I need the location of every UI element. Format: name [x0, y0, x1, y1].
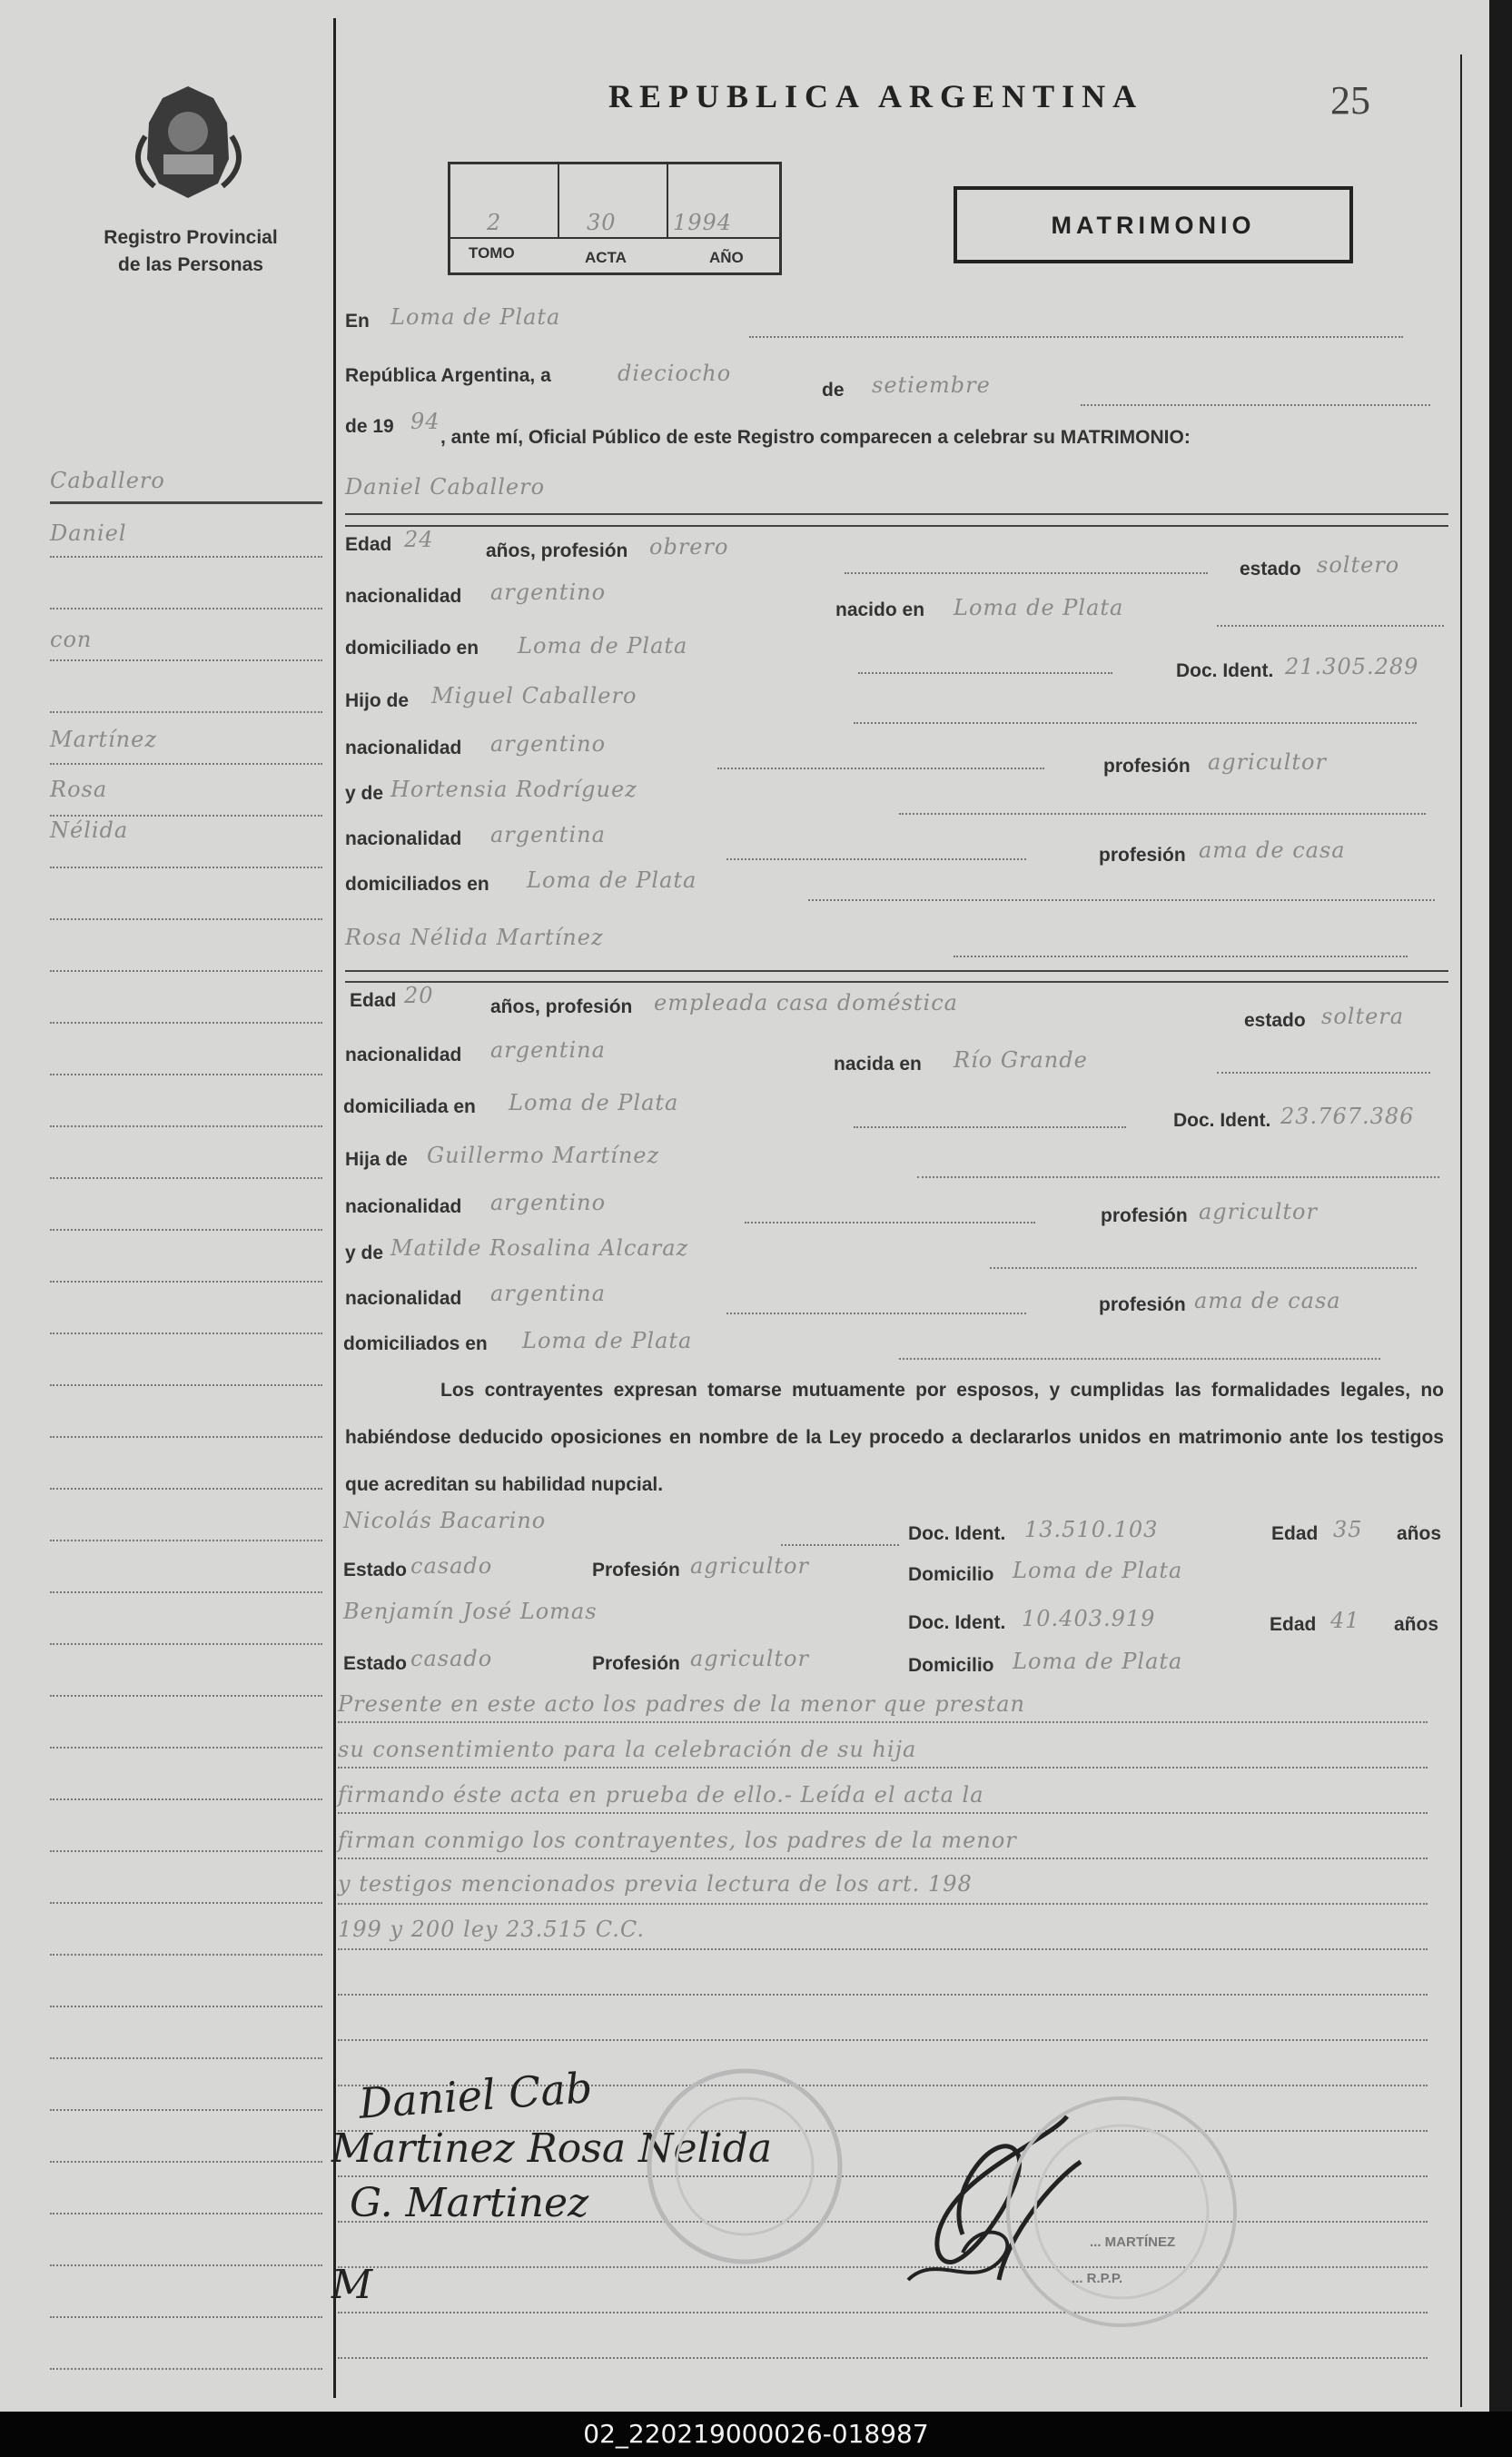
- margin-dotted-line: [50, 711, 322, 713]
- witness-1-doc-label: Doc. Ident.: [908, 1523, 1006, 1544]
- margin-dotted-line: [50, 1281, 322, 1283]
- anio-label: AÑO: [709, 249, 744, 266]
- witness-2-name: Benjamín José Lomas: [343, 1599, 598, 1624]
- bride-profession: empleada casa doméstica: [654, 990, 958, 1015]
- place-value: Loma de Plata: [390, 304, 561, 330]
- issuer-name-line2: de las Personas: [118, 254, 263, 275]
- signature-bride: Martinez Rosa Nelida: [331, 2125, 773, 2172]
- witness-2-address: Loma de Plata: [1013, 1649, 1183, 1674]
- margin-dotted-line: [50, 2161, 322, 2163]
- year-digits: 94: [410, 409, 440, 434]
- observation-line-6: 199 y 200 ley 23.515 C.C.: [338, 1917, 646, 1942]
- bride-mother-prof-label: profesión: [1099, 1294, 1186, 1315]
- intro-sentence: , ante mí, Oficial Público de este Registro comparecen a celebrar su MATRIMONIO:: [440, 427, 1191, 448]
- margin-dotted-line: [50, 1643, 322, 1645]
- bride-mother: Matilde Rosalina Alcaraz: [390, 1235, 689, 1261]
- groom-nacido-en-label: nacido en: [835, 599, 925, 620]
- bride-father: Guillermo Martínez: [427, 1143, 660, 1168]
- bride-mother-nationality: argentina: [490, 1281, 606, 1306]
- bride-father-profession: agricultor: [1199, 1199, 1318, 1224]
- acta-value: 30: [587, 210, 617, 235]
- bride-father-nationality: argentino: [490, 1190, 607, 1215]
- signature-witness: G. Martinez: [350, 2180, 589, 2226]
- margin-note-2: Daniel: [50, 520, 127, 546]
- bride-father-nat-label: nacionalidad: [345, 1196, 462, 1217]
- witness-2-doc-label: Doc. Ident.: [908, 1612, 1006, 1633]
- margin-dotted-line: [50, 1384, 322, 1386]
- groom-edad-label: Edad: [345, 534, 392, 555]
- year-label: de 19: [345, 416, 394, 437]
- body-dotted-line: [338, 1721, 1428, 1723]
- witness-2-doc: 10.403.919: [1022, 1606, 1156, 1631]
- observation-line-5: y testigos mencionados previa lectura de los art. 198: [338, 1871, 973, 1897]
- margin-dotted-line: [50, 1022, 322, 1024]
- margin-dotted-line: [50, 1229, 322, 1231]
- groom-status: soltero: [1317, 552, 1400, 578]
- margin-dotted-line: [50, 970, 322, 972]
- month-value: setiembre: [872, 372, 991, 398]
- witness-1-profession: agricultor: [690, 1553, 809, 1579]
- signature-initial: M: [331, 2262, 373, 2308]
- anio-value: 1994: [673, 210, 733, 235]
- record-type-box: [954, 186, 1353, 263]
- stamp-line-2: ... R.P.P.: [1072, 2271, 1123, 2286]
- margin-dotted-line: [50, 815, 322, 817]
- bride-domiciliada-label: domiciliada en: [343, 1096, 476, 1117]
- margin-dotted-line: [50, 1902, 322, 1904]
- bride-doc: 23.767.386: [1280, 1104, 1415, 1129]
- body-dotted-line: [338, 1858, 1428, 1859]
- body-dotted-line: [338, 1812, 1428, 1814]
- signature-groom: Daniel Cab: [357, 2063, 594, 2128]
- groom-father-nationality: argentino: [490, 731, 607, 757]
- witness-1-name: Nicolás Bacarino: [343, 1508, 547, 1533]
- observation-line-2: su consentimiento para la celebración de su hija: [338, 1737, 917, 1762]
- bride-address: Loma de Plata: [509, 1090, 679, 1115]
- margin-dotted-line: [50, 2316, 322, 2318]
- bride-y-de-label: y de: [345, 1243, 384, 1263]
- witness-2-age: 41: [1330, 1608, 1360, 1633]
- margin-dotted-line: [50, 2368, 322, 2370]
- groom-parents-address: Loma de Plata: [527, 867, 697, 893]
- margin-dotted-line: [50, 556, 322, 558]
- witness-1-edad-label: Edad: [1271, 1523, 1319, 1544]
- bride-hija-de-label: Hija de: [345, 1149, 408, 1170]
- groom-mother-nationality: argentina: [490, 822, 606, 847]
- groom-doc: 21.305.289: [1285, 654, 1419, 679]
- margin-dotted-line: [50, 1074, 322, 1075]
- margin-rule: [333, 18, 336, 2398]
- registry-seal: [990, 2080, 1253, 2343]
- groom-father: Miguel Caballero: [431, 683, 637, 708]
- bride-doc-label: Doc. Ident.: [1173, 1110, 1271, 1131]
- margin-dotted-line: [50, 2213, 322, 2214]
- witness-2-domicilio-label: Domicilio: [908, 1655, 994, 1676]
- record-type-label: MATRIMONIO: [1051, 212, 1256, 239]
- bride-nacida-en-label: nacida en: [834, 1054, 922, 1075]
- acta-label: ACTA: [585, 249, 627, 266]
- margin-dotted-line: [50, 659, 322, 661]
- tomo-label: TOMO: [469, 244, 515, 262]
- stamp-line-1: ... MARTÍNEZ: [1090, 2234, 1176, 2250]
- bride-edad-label: Edad: [350, 990, 397, 1011]
- day-value: dieciocho: [618, 361, 732, 386]
- witness-2-anos-label: años: [1394, 1614, 1439, 1635]
- groom-domiciliado-label: domiciliado en: [345, 638, 479, 659]
- margin-note-6: Nélida: [50, 817, 129, 843]
- bride-nacionalidad-label: nacionalidad: [345, 1045, 462, 1065]
- official-seal: [640, 2062, 849, 2271]
- groom-domiciliados-label: domiciliados en: [345, 874, 489, 895]
- groom-age: 24: [404, 527, 434, 552]
- witness-1-anos-label: años: [1397, 1523, 1442, 1544]
- de-label: de: [822, 380, 845, 401]
- groom-anos-profesion-label: años, profesión: [486, 540, 628, 561]
- margin-note-3: con: [50, 627, 93, 652]
- bride-status: soltera: [1321, 1004, 1405, 1029]
- groom-hijo-de-label: Hijo de: [345, 690, 410, 711]
- en-label: En: [345, 311, 370, 332]
- body-dotted-line: [338, 1994, 1428, 1996]
- bride-parents-address: Loma de Plata: [522, 1328, 693, 1353]
- issuer-name-line1: Registro Provincial: [104, 227, 278, 248]
- margin-dotted-line: [50, 763, 322, 765]
- margin-dotted-line: [50, 1591, 322, 1593]
- body-dotted-line: [338, 2039, 1428, 2041]
- body-dotted-line: [338, 2357, 1428, 2359]
- margin-dotted-line: [50, 918, 322, 920]
- margin-dotted-line: [50, 608, 322, 609]
- bride-mother-nat-label: nacionalidad: [345, 1288, 462, 1309]
- bride-estado-label: estado: [1244, 1010, 1306, 1031]
- bride-nationality: argentina: [490, 1037, 606, 1063]
- witness-2-estado-label: Estado: [343, 1653, 408, 1674]
- groom-mother-prof-label: profesión: [1099, 845, 1186, 866]
- groom-father-profession: agricultor: [1208, 749, 1327, 775]
- witness-1-status: casado: [410, 1553, 493, 1579]
- margin-dotted-line: [50, 1850, 322, 1852]
- observation-line-3: firmando éste acta en prueba de ello.- Leída el acta la: [338, 1782, 984, 1808]
- witness-1-address: Loma de Plata: [1013, 1558, 1183, 1583]
- bride-father-prof-label: profesión: [1101, 1205, 1188, 1226]
- observation-line-4: firman conmigo los contrayentes, los padres de la menor: [338, 1828, 1017, 1853]
- folio-number: 25: [1330, 78, 1370, 123]
- groom-mother: Hortensia Rodríguez: [390, 777, 637, 802]
- witness-1-profesion-label: Profesión: [592, 1560, 680, 1580]
- image-id-caption: 02_220219000026-018987: [0, 2412, 1512, 2457]
- margin-dotted-line: [50, 1125, 322, 1127]
- margin-dotted-line: [50, 2109, 322, 2111]
- body-dotted-line: [338, 1948, 1428, 1950]
- witness-2-status: casado: [410, 1646, 493, 1671]
- groom-profession: obrero: [649, 534, 729, 560]
- coat-of-arms-emblem: [127, 82, 250, 204]
- groom-doc-label: Doc. Ident.: [1176, 660, 1274, 681]
- witness-2-edad-label: Edad: [1270, 1614, 1317, 1635]
- observation-line-1: Presente en este acto los padres de la menor que prestan: [338, 1691, 1025, 1717]
- margin-dotted-line: [50, 1177, 322, 1179]
- bride-anos-profesion-label: años, profesión: [490, 996, 633, 1017]
- margin-dotted-line: [50, 2264, 322, 2266]
- witness-2-profesion-label: Profesión: [592, 1653, 680, 1674]
- bride-birthplace: Río Grande: [954, 1047, 1088, 1073]
- margin-dotted-line: [50, 1436, 322, 1438]
- witness-2-profession: agricultor: [690, 1646, 809, 1671]
- groom-nationality: argentino: [490, 580, 607, 605]
- bride-name: Rosa Nélida Martínez: [345, 925, 604, 950]
- record-reference-box: [448, 162, 782, 275]
- groom-mother-nat-label: nacionalidad: [345, 828, 462, 849]
- margin-dotted-line: [50, 1695, 322, 1697]
- margin-dotted-line: [50, 2057, 322, 2059]
- margin-dotted-line: [50, 1798, 322, 1800]
- groom-name: Daniel Caballero: [345, 474, 546, 500]
- margin-note-1: Caballero: [50, 468, 165, 493]
- margin-note-4: Martínez: [50, 727, 157, 752]
- margin-dotted-line: [50, 1954, 322, 1956]
- bride-domiciliados-label: domiciliados en: [343, 1333, 488, 1354]
- groom-father-nat-label: nacionalidad: [345, 738, 462, 758]
- groom-nacionalidad-label: nacionalidad: [345, 586, 462, 607]
- witness-1-estado-label: Estado: [343, 1560, 408, 1580]
- groom-estado-label: estado: [1240, 559, 1301, 580]
- witness-1-doc: 13.510.103: [1024, 1517, 1159, 1542]
- margin-dotted-line: [50, 1488, 322, 1490]
- margin-dotted-line: [50, 2006, 322, 2007]
- groom-father-prof-label: profesión: [1103, 756, 1191, 777]
- witness-1-domicilio-label: Domicilio: [908, 1564, 994, 1585]
- margin-dotted-line: [50, 867, 322, 868]
- groom-y-de-label: y de: [345, 783, 384, 804]
- groom-birthplace: Loma de Plata: [954, 595, 1124, 620]
- right-rule: [1460, 54, 1462, 2407]
- margin-dotted-line: [50, 1333, 322, 1334]
- document-title: REPUBLICA ARGENTINA: [608, 78, 1144, 114]
- bride-age: 20: [404, 983, 434, 1008]
- margin-dotted-line: [50, 1747, 322, 1749]
- witness-1-age: 35: [1333, 1517, 1363, 1542]
- body-dotted-line: [338, 1903, 1428, 1905]
- body-dotted-line: [338, 2312, 1428, 2313]
- body-dotted-line: [338, 1767, 1428, 1768]
- republica-label: República Argentina, a: [345, 365, 551, 386]
- groom-address: Loma de Plata: [518, 633, 688, 659]
- declaration-text: Los contrayentes expresan tomarse mutuamente por esposos, y cumplidas las formalidades legales, no habiéndose deducido oposiciones en nombre de la Ley procedo a declararlos unidos en matrimonio ante los testigos que acreditan su habilidad nupcial.: [345, 1380, 1444, 1495]
- groom-mother-profession: ama de casa: [1199, 837, 1346, 863]
- margin-dotted-line: [50, 1540, 322, 1541]
- bride-mother-profession: ama de casa: [1194, 1288, 1341, 1313]
- tomo-value: 2: [487, 210, 502, 235]
- margin-note-5: Rosa: [50, 777, 108, 802]
